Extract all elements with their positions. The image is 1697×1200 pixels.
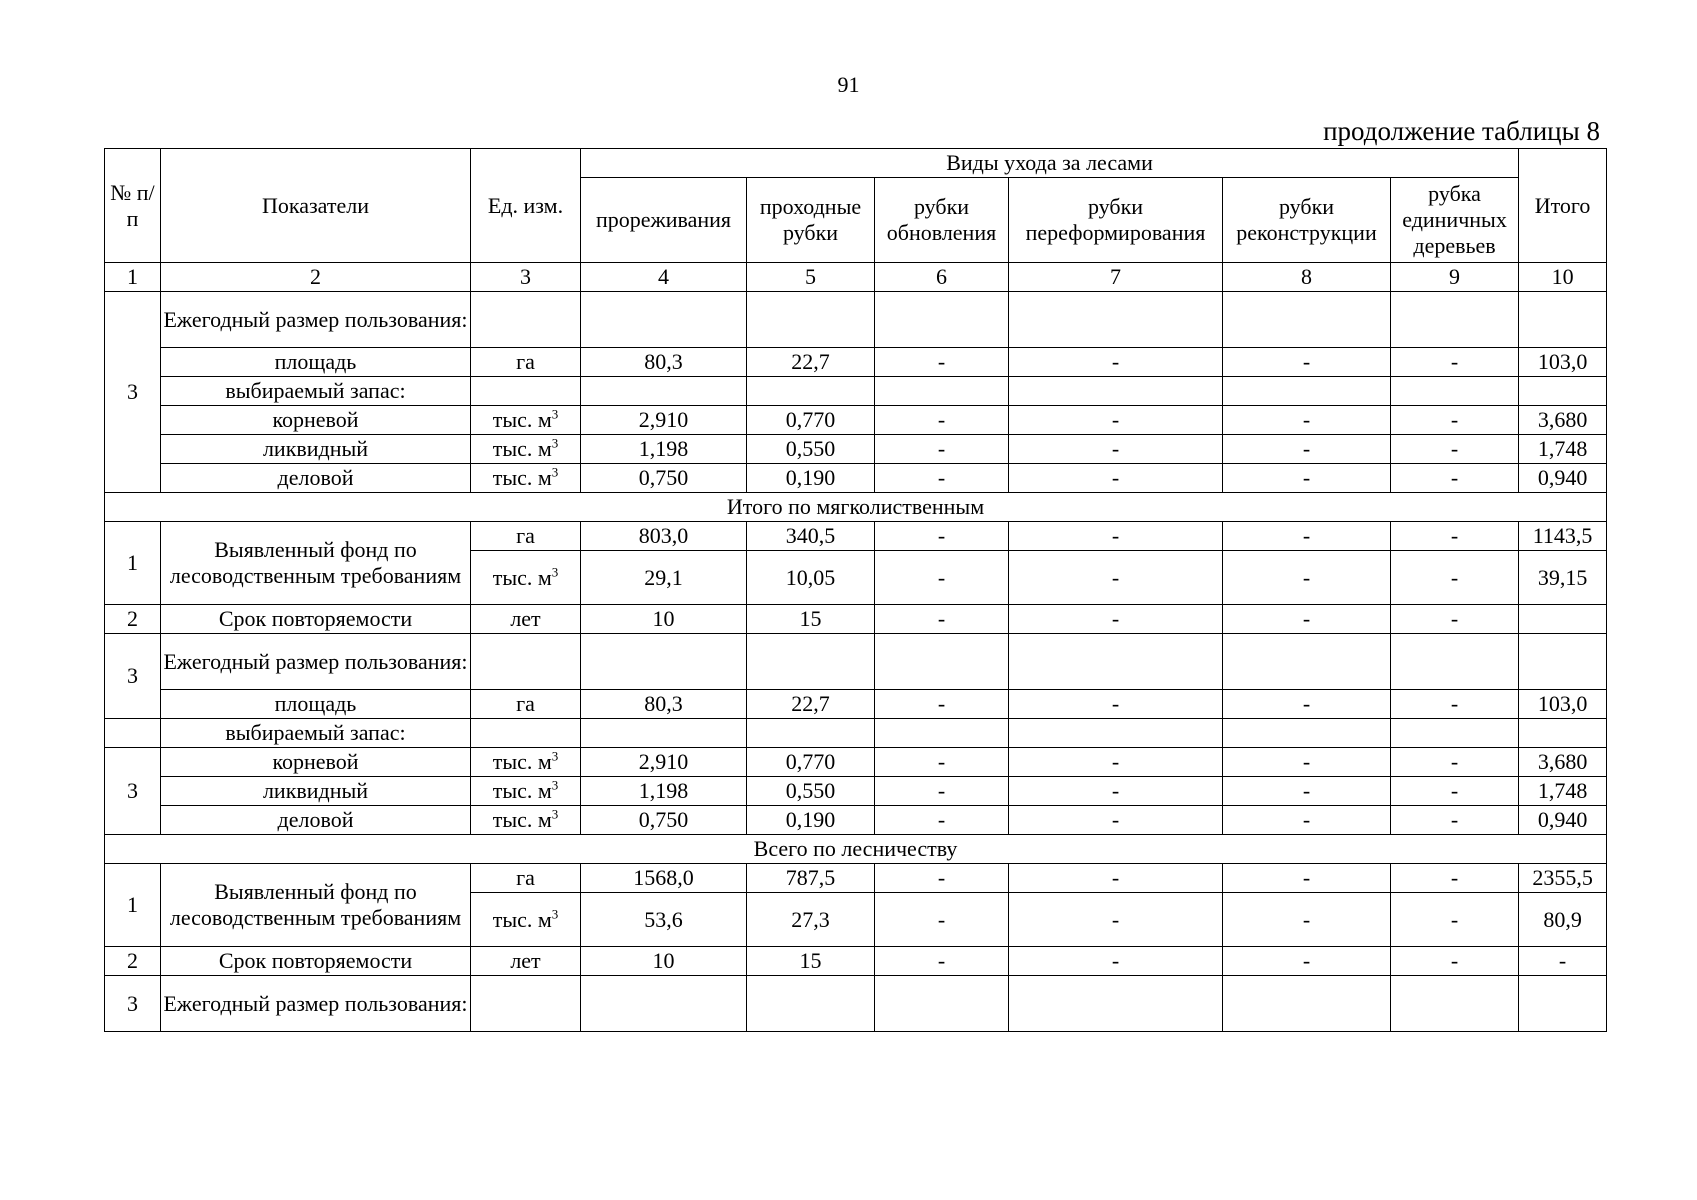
section-title: Всего по лесничеству [105, 835, 1607, 864]
value-cell: - [875, 806, 1009, 835]
value-cell: 0,770 [747, 406, 875, 435]
value-cell: 2,910 [581, 406, 747, 435]
table-row [105, 464, 1607, 493]
indicator-cell: корневой [161, 406, 471, 435]
row-number: 1 [105, 864, 161, 947]
header-type-renewal: рубки обновления [875, 178, 1009, 263]
col-number: 2 [161, 263, 471, 292]
value-cell: - [1009, 690, 1223, 719]
value-cell: - [1391, 748, 1519, 777]
value-cell: - [1009, 605, 1223, 634]
value-cell: - [1223, 748, 1391, 777]
unit-cell: тыс. $м^3$ [471, 806, 581, 835]
value-cell: - [1009, 522, 1223, 551]
value-cell: 27,3 [747, 893, 875, 947]
header-type-reforming: рубки переформирования [1009, 178, 1223, 263]
value-cell: - [875, 348, 1009, 377]
header-indicators: Показатели [161, 149, 471, 263]
header-unit: Ед. изм. [471, 149, 581, 263]
col-number: 3 [471, 263, 581, 292]
indicator-cell: Ежегодный размер пользования: [161, 976, 471, 1032]
value-cell: - [1391, 464, 1519, 493]
indicator-cell: деловой [161, 806, 471, 835]
value-cell: - [1391, 406, 1519, 435]
indicator-cell: Выявленный фонд по лесоводственным требованиям [161, 522, 471, 605]
table-row [105, 292, 1607, 348]
value-cell: - [1223, 864, 1391, 893]
total-value-cell: 103,0 [1519, 348, 1607, 377]
table-row [105, 976, 1607, 1032]
value-cell: - [1391, 605, 1519, 634]
value-cell: - [1009, 406, 1223, 435]
value-cell: 15 [747, 605, 875, 634]
value-cell: - [1223, 348, 1391, 377]
unit-cell: тыс. $м^3$ [471, 748, 581, 777]
total-value-cell: - [1519, 947, 1607, 976]
table-row [105, 719, 1607, 748]
indicator-cell: Ежегодный размер пользования: [161, 292, 471, 348]
section-title: Итого по мягколиственным [105, 493, 1607, 522]
value-cell: - [1009, 947, 1223, 976]
value-cell: - [1009, 435, 1223, 464]
header-num: № п/п [105, 149, 161, 263]
indicator-cell: выбираемый запас: [161, 377, 471, 406]
value-cell: - [875, 435, 1009, 464]
col-number: 10 [1519, 263, 1607, 292]
value-cell: - [1009, 551, 1223, 605]
indicator-cell: ликвидный [161, 777, 471, 806]
value-cell: - [875, 406, 1009, 435]
header-type-passage: проходные рубки [747, 178, 875, 263]
row-number: 3 [105, 748, 161, 835]
value-cell: - [1391, 551, 1519, 605]
total-value-cell: 103,0 [1519, 690, 1607, 719]
indicator-cell: площадь [161, 348, 471, 377]
header-type-thinning: прореживания [581, 178, 747, 263]
row-number: 3 [105, 634, 161, 719]
value-cell: - [875, 464, 1009, 493]
value-cell: - [1009, 777, 1223, 806]
row-number: 2 [105, 605, 161, 634]
header-row-1 [105, 149, 1607, 178]
total-value-cell: 1,748 [1519, 777, 1607, 806]
row-number: 3 [105, 976, 161, 1032]
col-number: 4 [581, 263, 747, 292]
row-number: 3 [105, 292, 161, 493]
total-value-cell: 80,9 [1519, 893, 1607, 947]
table-row [105, 522, 1607, 551]
unit-cell: тыс. $м^3$ [471, 464, 581, 493]
table-row [105, 777, 1607, 806]
col-number: 6 [875, 263, 1009, 292]
value-cell: - [1391, 806, 1519, 835]
value-cell: - [1223, 777, 1391, 806]
total-value-cell: 0,940 [1519, 806, 1607, 835]
table-row [105, 634, 1607, 690]
value-cell: 1,198 [581, 435, 747, 464]
unit-cell: тыс. $м^3$ [471, 777, 581, 806]
unit-cell: тыс. $м^3$ [471, 435, 581, 464]
total-value-cell: 3,680 [1519, 406, 1607, 435]
value-cell: 10,05 [747, 551, 875, 605]
value-cell: 0,550 [747, 777, 875, 806]
page-number: 91 [837, 72, 860, 97]
unit-cell: тыс. $м^3$ [471, 893, 581, 947]
value-cell: - [1391, 348, 1519, 377]
table-row [105, 605, 1607, 634]
value-cell: - [1391, 690, 1519, 719]
value-cell: - [1223, 522, 1391, 551]
table-row [105, 690, 1607, 719]
total-value-cell: 2355,5 [1519, 864, 1607, 893]
value-cell: 53,6 [581, 893, 747, 947]
header-total: Итого [1519, 149, 1607, 263]
col-number: 7 [1009, 263, 1223, 292]
col-number: 8 [1223, 263, 1391, 292]
col-number: 5 [747, 263, 875, 292]
table-row [105, 435, 1607, 464]
value-cell: 0,550 [747, 435, 875, 464]
value-cell: - [1009, 348, 1223, 377]
unit-cell: га [471, 522, 581, 551]
value-cell: 0,750 [581, 464, 747, 493]
table-row [105, 806, 1607, 835]
value-cell: - [1223, 690, 1391, 719]
value-cell: - [875, 551, 1009, 605]
unit-cell: га [471, 864, 581, 893]
indicator-cell: Срок повторяемости [161, 605, 471, 634]
indicator-cell: деловой [161, 464, 471, 493]
value-cell: - [1391, 893, 1519, 947]
total-value-cell: 3,680 [1519, 748, 1607, 777]
value-cell: - [1009, 893, 1223, 947]
total-value-cell: 1143,5 [1519, 522, 1607, 551]
value-cell: - [875, 605, 1009, 634]
value-cell: - [1009, 464, 1223, 493]
value-cell: - [875, 947, 1009, 976]
table-row [105, 864, 1607, 893]
total-value-cell [1519, 605, 1607, 634]
value-cell: - [1009, 748, 1223, 777]
section-row-total [105, 835, 1607, 864]
value-cell: - [875, 864, 1009, 893]
value-cell: 1,198 [581, 777, 747, 806]
table-row [105, 947, 1607, 976]
indicator-cell: Срок повторяемости [161, 947, 471, 976]
value-cell: - [1223, 551, 1391, 605]
column-number-row [105, 263, 1607, 292]
value-cell: 80,3 [581, 348, 747, 377]
value-cell: 80,3 [581, 690, 747, 719]
value-cell: 22,7 [747, 348, 875, 377]
value-cell: - [1223, 806, 1391, 835]
value-cell: - [1223, 947, 1391, 976]
unit-cell: лет [471, 947, 581, 976]
value-cell: - [1223, 605, 1391, 634]
value-cell: - [1391, 435, 1519, 464]
value-cell: - [875, 777, 1009, 806]
row-number: 1 [105, 522, 161, 605]
value-cell: - [875, 522, 1009, 551]
value-cell: - [875, 748, 1009, 777]
col-number: 1 [105, 263, 161, 292]
unit-cell: га [471, 348, 581, 377]
indicator-cell: выбираемый запас: [161, 719, 471, 748]
indicator-cell: Выявленный фонд по лесоводственным требованиям [161, 864, 471, 947]
unit-cell: тыс. $м^3$ [471, 406, 581, 435]
value-cell: - [1391, 947, 1519, 976]
col-number: 9 [1391, 263, 1519, 292]
table-row [105, 377, 1607, 406]
value-cell: - [1391, 864, 1519, 893]
table-row [105, 748, 1607, 777]
section-row-soft [105, 493, 1607, 522]
value-cell: 0,190 [747, 464, 875, 493]
value-cell: - [1391, 777, 1519, 806]
indicator-cell: площадь [161, 690, 471, 719]
value-cell: 2,910 [581, 748, 747, 777]
value-cell: 1568,0 [581, 864, 747, 893]
forest-care-table [104, 148, 1607, 1032]
value-cell: 10 [581, 947, 747, 976]
value-cell: - [875, 690, 1009, 719]
value-cell: 340,5 [747, 522, 875, 551]
value-cell: 0,190 [747, 806, 875, 835]
header-care-types: Виды ухода за лесами [581, 149, 1519, 178]
value-cell: - [1223, 406, 1391, 435]
value-cell: 787,5 [747, 864, 875, 893]
value-cell: 22,7 [747, 690, 875, 719]
value-cell: 10 [581, 605, 747, 634]
value-cell: - [1223, 893, 1391, 947]
unit-cell: лет [471, 605, 581, 634]
value-cell: 15 [747, 947, 875, 976]
value-cell: - [1223, 464, 1391, 493]
indicator-cell: корневой [161, 748, 471, 777]
value-cell: - [1009, 864, 1223, 893]
table-continuation-caption: продолжение таблицы 8 [1323, 116, 1600, 146]
header-type-single-trees: рубка единичных деревьев [1391, 178, 1519, 263]
value-cell: - [1391, 522, 1519, 551]
unit-cell: га [471, 690, 581, 719]
value-cell: - [875, 893, 1009, 947]
value-cell: - [1223, 435, 1391, 464]
value-cell: - [1009, 806, 1223, 835]
total-value-cell: 0,940 [1519, 464, 1607, 493]
value-cell: 29,1 [581, 551, 747, 605]
table-row [105, 348, 1607, 377]
total-value-cell: 39,15 [1519, 551, 1607, 605]
indicator-cell: Ежегодный размер пользования: [161, 634, 471, 690]
indicator-cell: ликвидный [161, 435, 471, 464]
row-number: 2 [105, 947, 161, 976]
value-cell: 0,770 [747, 748, 875, 777]
table-row [105, 406, 1607, 435]
value-cell: 0,750 [581, 806, 747, 835]
header-type-reconstruction: рубки реконструкции [1223, 178, 1391, 263]
unit-cell: тыс. $м^3$ [471, 551, 581, 605]
value-cell: 803,0 [581, 522, 747, 551]
total-value-cell: 1,748 [1519, 435, 1607, 464]
